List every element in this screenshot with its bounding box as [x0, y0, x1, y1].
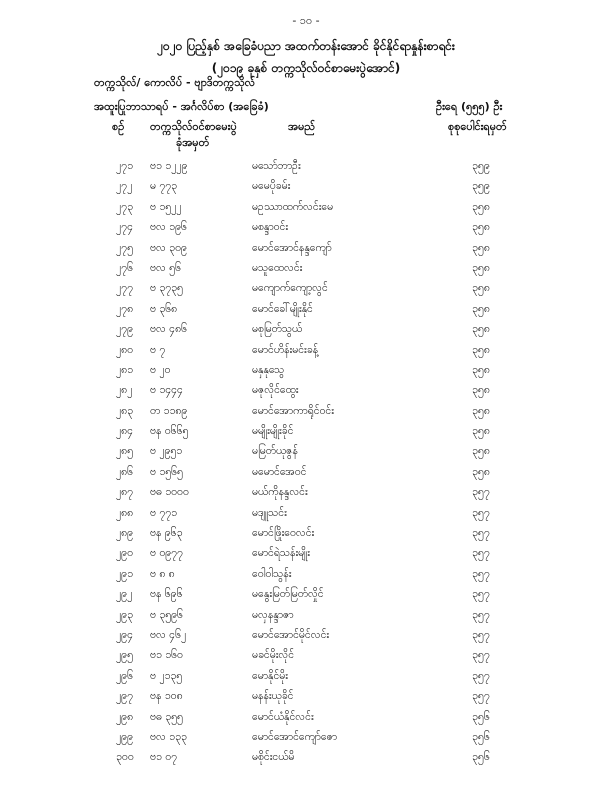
student-name: မဇုလိုင်ထွေး	[252, 384, 299, 397]
seat-number: ဗလ ၁၉၆	[150, 221, 187, 234]
student-name: မောနိုင်မိုး	[252, 669, 288, 682]
total-marks: ၃၅၇	[472, 608, 490, 621]
seat-number: ဗန ၁၀၈	[150, 690, 183, 703]
seat-number: ဗဓ ၁၀၀၀	[150, 486, 189, 499]
total-marks: ၃၅၇	[472, 567, 490, 580]
seat-number: ဗလ ၅၆	[150, 261, 181, 274]
row-number: ၂၇၂	[116, 180, 133, 193]
student-name: မမောင်အေဝင်	[252, 465, 307, 478]
seat-number: တ ၁၁၈၉	[150, 404, 188, 417]
row-number: ၂၈၂	[116, 384, 133, 397]
document-subtitle: (၂၀၁၉ ခုနှစ် တက္ကသိုလ်ဝင်စာမေးပွဲအောင်)	[211, 61, 401, 75]
row-number: ၂၇၁	[116, 160, 133, 172]
row-number: ၂၈၇	[116, 486, 134, 499]
column-header-no: စဉ်	[112, 120, 125, 133]
student-name: မောင်ဖြိုးဝေလင်း	[252, 527, 315, 540]
seat-number: ဗ ၃၆၈	[150, 302, 178, 315]
seat-number: ဗ ၇	[150, 343, 166, 356]
student-name: မောင်ရဲသန်းမျိုး	[252, 547, 310, 560]
table-row	[0, 464, 612, 484]
results-list	[0, 158, 612, 770]
seat-number: ဗန ၆၉၆	[150, 588, 183, 601]
total-marks: ၃၅၈	[472, 404, 490, 417]
student-name: မနှနုသွေ	[252, 363, 285, 376]
student-name: မဒျူသင်း	[252, 506, 287, 519]
total-marks: ၃၅၇	[472, 588, 490, 601]
row-number: ၂၇၇	[116, 282, 133, 295]
seat-number: ဗ ၁၄၄၄	[150, 384, 183, 397]
total-marks: ၃၅၈	[472, 343, 490, 356]
student-name: မောင်ဟိန်းမင်းခန့်	[252, 343, 319, 356]
total-marks: ၃၅၇	[472, 527, 490, 540]
total-marks: ၃၅၆	[472, 710, 490, 723]
row-number: ၂၉၈	[116, 710, 134, 723]
table-row	[0, 525, 612, 545]
table-row	[0, 423, 612, 443]
table-row	[0, 586, 612, 606]
table-row	[0, 443, 612, 463]
student-name: မနန်းယုခိုင်	[252, 690, 294, 703]
total-marks: ၃၅၇	[472, 649, 490, 662]
total-marks: ၃၅၇	[472, 669, 490, 682]
table-row	[0, 749, 612, 769]
table-row	[0, 627, 612, 647]
total-marks: ၃၅၆	[472, 730, 490, 743]
row-number: ၂၉၃	[116, 608, 133, 621]
student-name: မမြတ်ယုဇွန်	[252, 445, 298, 458]
student-name: မဥဿာထက်လင်းမေ	[252, 200, 334, 213]
total-marks: ၃၅၈	[472, 302, 490, 315]
total-marks: ၃၅၉	[472, 160, 490, 172]
seat-number: ဗ ၁၅၂၂	[150, 200, 182, 213]
row-number: ၂၈၁	[116, 363, 134, 376]
column-header-name: အမည်	[288, 120, 316, 133]
row-number: ၂၇၅	[116, 241, 133, 254]
row-number: ၂၉၉	[116, 730, 133, 743]
row-number: ၂၈၆	[116, 465, 134, 478]
university-label: တက္ကသိုလ်/ ကောလိပ် - ဗျာဒိတက္ကသိုလ်	[94, 76, 256, 89]
row-number: ၂၈၅	[116, 445, 134, 458]
seat-number: မ ၇၇၃	[150, 180, 178, 193]
student-name: မယ်ကိုနန္ဒလင်း	[252, 486, 308, 499]
row-number: ၂၈၄	[116, 425, 134, 438]
student-name: မမေပိုခမ်း	[252, 180, 291, 193]
table-row	[0, 647, 612, 667]
table-row	[0, 240, 612, 260]
total-marks: ၃၅၈	[472, 363, 490, 376]
total-marks: ၃၅၈	[472, 445, 490, 458]
table-row	[0, 362, 612, 382]
row-number: ၂၉၆	[116, 669, 133, 682]
student-name: မခင်မိုးလိုင်	[252, 649, 295, 662]
student-name: မမျိုးမျိုးခိုင်	[252, 425, 294, 438]
row-number: ၂၇၈	[116, 302, 134, 315]
student-name: မောင်အောင်ကျော်ဇော	[252, 730, 338, 743]
table-row	[0, 219, 612, 239]
seat-number: ဗ ၁၅၆၅	[150, 465, 183, 478]
table-row	[0, 342, 612, 362]
total-marks: ၃၅၈	[472, 200, 490, 213]
total-marks: ၃၅၇	[472, 486, 490, 499]
seat-number: ဗလ ၁၃၃	[150, 730, 187, 743]
column-header-id-line2: ခုံအမှတ်	[176, 136, 210, 149]
total-marks: ၃၅၇	[472, 628, 490, 641]
row-number: ၂၉၀	[116, 547, 133, 560]
table-row	[0, 260, 612, 280]
total-marks: ၃၅၈	[472, 323, 490, 336]
total-marks: ၃၅၈	[472, 241, 490, 254]
total-marks: ၃၅၇	[472, 506, 490, 519]
table-row	[0, 545, 612, 565]
row-number: ၂၈၀	[116, 343, 134, 356]
row-number: ၂၈၃	[116, 404, 134, 417]
row-number: ၂၇၆	[116, 261, 133, 274]
table-row	[0, 607, 612, 627]
table-row	[0, 321, 612, 341]
total-marks: ၃၅၇	[472, 547, 490, 560]
student-name: မနွေးမြတ်မြတ်လှိုင်	[252, 588, 324, 601]
student-name: မောင်အောင်မိုင်လင်း	[252, 628, 330, 641]
seat-number: ဗဓ ၃၅၅	[150, 710, 183, 723]
student-name: မလှနန္ဒာဇာ	[252, 608, 294, 621]
count-label: ဦးရေ (၅၅၅) ဦး	[436, 100, 503, 113]
row-number: ၂၇၃	[116, 200, 133, 213]
total-marks: ၃၅၈	[472, 261, 490, 274]
row-number: ၂၉၇	[116, 690, 133, 703]
seat-number: ဗ ၂၁၃၅	[150, 669, 183, 682]
total-marks: ၃၅၇	[472, 690, 490, 703]
table-row	[0, 178, 612, 198]
row-number: ၂၉၂	[116, 588, 133, 601]
seat-number: ဗ ၃၅၉၆	[150, 608, 183, 621]
student-name: မစုမြတ်သွယ်	[252, 323, 303, 336]
row-number: ၂၉၄	[116, 628, 133, 641]
seat-number: ဗ ၂၉၅၁	[150, 445, 183, 458]
column-header-marks: စုစုပေါင်းရမှတ်	[448, 120, 507, 133]
table-row	[0, 158, 612, 178]
total-marks: ၃၅၈	[472, 425, 490, 438]
row-number: ၂၇၉	[116, 323, 133, 336]
total-marks: ၃၅၈	[472, 221, 490, 234]
student-name: မောင်အောင်နန္ဒကျော်	[252, 241, 332, 254]
total-marks: ၃၅၈	[472, 465, 490, 478]
column-header-id: တက္ကသိုလ်ဝင်စာမေးပွဲ	[150, 120, 237, 133]
page-number: - ၁၀ -	[292, 14, 320, 27]
student-name: မစိုင်းငယ်မိ	[252, 751, 295, 764]
student-name: မကျောက်ကျော့လွင်	[252, 282, 328, 295]
seat-number: ဗ ၃၇၃၅	[150, 282, 183, 295]
student-name: မောင်ယံနိုင်လင်း	[252, 710, 314, 723]
table-row	[0, 484, 612, 504]
student-name: မောင်အောကာရိုင်ဝင်း	[252, 404, 334, 417]
seat-number: ဗ၁ ၀၇	[150, 751, 178, 764]
table-row	[0, 729, 612, 749]
subject-label: အထူးပြုဘာသာရပ် - အင်္ဂလိပ်စာ (အခြေခံ)	[94, 100, 269, 113]
table-row	[0, 403, 612, 423]
student-name: မစန္ဒာဝင်း	[252, 221, 289, 234]
seat-number: ဗလ ၃၀၉	[150, 241, 187, 254]
table-row	[0, 668, 612, 688]
seat-number: ဗ ၀၉၇၇	[150, 547, 183, 560]
student-name: မသော်ဘာဦး	[252, 160, 301, 172]
student-name: မောင်ခေါ်မျိုးနိုင်	[252, 302, 313, 315]
table-row	[0, 688, 612, 708]
table-row	[0, 382, 612, 402]
total-marks: ၃၅၈	[472, 282, 490, 295]
student-name: ဝေါဝါသွန်း	[252, 567, 292, 580]
table-row	[0, 280, 612, 300]
seat-number: ဗ ၇၇၁	[150, 506, 178, 519]
seat-number: ဗ ၈ ၈	[150, 567, 175, 580]
seat-number: ဗလ ၄၈၆	[150, 323, 187, 336]
table-row	[0, 199, 612, 219]
seat-number: ဗ၁ ၁၂၂၉	[150, 160, 188, 172]
table-row	[0, 566, 612, 586]
student-name: မသူထေလင်း	[252, 261, 303, 274]
total-marks: ၃၅၈	[472, 384, 490, 397]
total-marks: ၃၅၉	[472, 180, 490, 193]
row-number: ၃၀၀	[116, 751, 134, 764]
row-number: ၂၈၈	[116, 506, 134, 519]
seat-number: ဗ၁ ၁၆၀	[150, 649, 183, 662]
table-row	[0, 709, 612, 729]
row-number: ၂၉၅	[116, 649, 133, 662]
row-number: ၂၉၁	[116, 567, 133, 580]
document-title: ၂၀၂၀ ပြည့်နှစ် အခြေခံပညာ အထက်တန်းအောင် ခိုင်နိုင်ရာနှုန်းစာရင်း	[157, 39, 455, 53]
seat-number: ဗန ၀၆၆၅	[150, 425, 189, 438]
table-row	[0, 505, 612, 525]
seat-number: ဗ ၂၀	[150, 363, 171, 376]
row-number: ၂၈၉	[116, 527, 134, 540]
seat-number: ဗန ၉၆၃	[150, 527, 183, 540]
table-row	[0, 301, 612, 321]
total-marks: ၃၅၆	[472, 751, 490, 764]
row-number: ၂၇၄	[116, 221, 133, 234]
seat-number: ဗလ ၄၆၂	[150, 628, 187, 641]
